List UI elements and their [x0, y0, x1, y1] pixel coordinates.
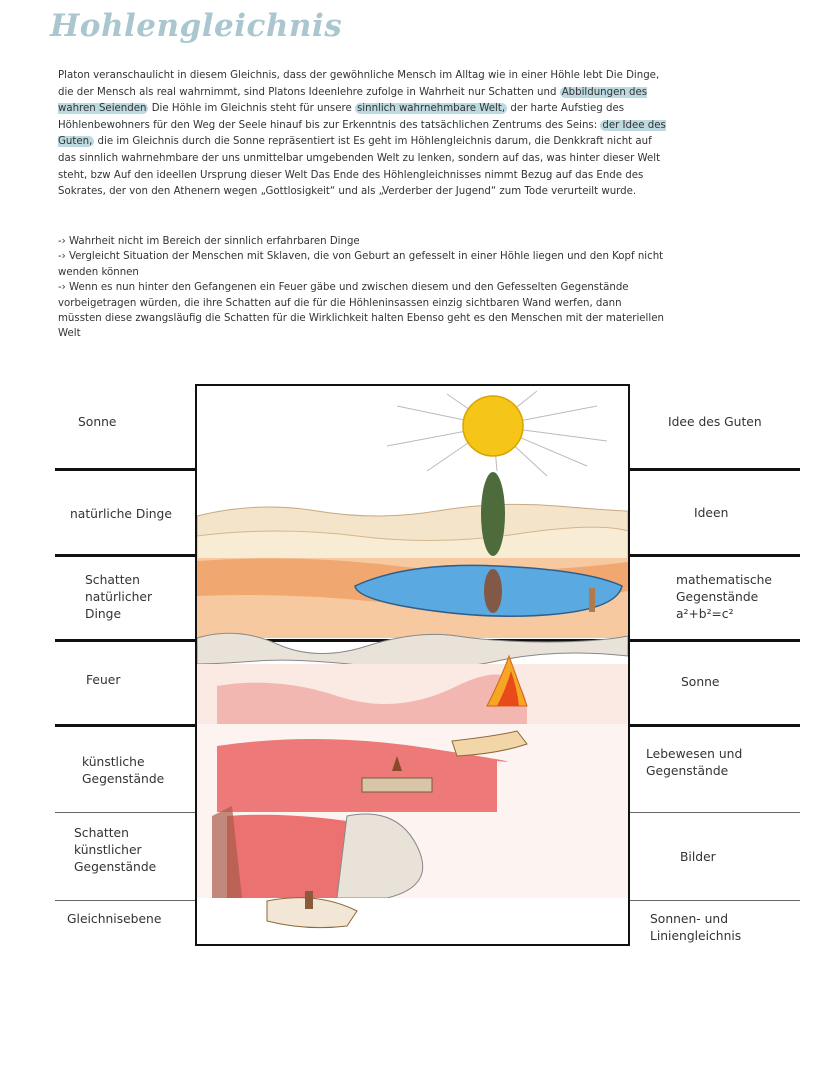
- label-idee-des-guten: Idee des Guten: [668, 415, 762, 429]
- label-schatten-kuenstlich: Schatten künstlicher Gegenstände: [74, 826, 157, 874]
- label-sonne: Sonne: [78, 415, 117, 429]
- note-item: -› Wenn es nun hinter den Gefangenen ein Feuer gäbe und zwischen diesem und den Gefesselten Gegenstände vorbeigetragen würden, die ihre Schatten auf die für die Höhleninsassen einzig sichtbaren Wand werfen, dann müssten diese zwangsläufig die Schatten für die Wirklichkeit halten Ebenso geht es den Menschen mit der materiellen Welt: [58, 282, 664, 340]
- label-feuer: Feuer: [86, 673, 121, 687]
- page-title: Hohlengleichnis: [50, 8, 343, 44]
- row-divider: [630, 900, 800, 901]
- note-item: -› Vergleicht Situation der Menschen mit Sklaven, die von Geburt an gefesselt in einer Höhle liegen und den Kopf nicht wenden können: [58, 251, 664, 278]
- label-ideen: Ideen: [694, 506, 729, 520]
- label-natuerliche-dinge: natürliche Dinge: [70, 507, 172, 521]
- note-item: -› Wahrheit nicht im Bereich der sinnlich erfahrbaren Dinge: [58, 236, 360, 247]
- highlight-sinnlich: sinnlich wahrnehmbare Welt,: [356, 103, 506, 115]
- highlight-abbildungen: Abbildungen des wahren Seienden: [58, 86, 648, 115]
- label-kuenstliche-gegenstaende: künstliche Gegenstände: [82, 755, 165, 786]
- intro-text-3: der harte Aufstieg des Höhlenbewohners für den Weg der Seele hinauf bis zur Erkenntnis des tatsächlichen Zentrums des Seins:: [58, 103, 625, 131]
- label-lebewesen: Lebewesen und Gegenstände: [646, 747, 743, 778]
- label-schatten-natuerlich: Schatten natürlicher Dinge: [85, 573, 153, 621]
- illustration-frame: [195, 384, 630, 946]
- row-divider: [55, 900, 195, 901]
- intro-text-4: die im Gleichnis durch die Sonne repräsentiert ist Es geht im Höhlengleichnis darum, die Denkkraft nicht auf das sinnlich wahrnehmbare der uns unmittelbar umgebenden Welt zu lenken, sondern auf das, was hinter dieser Welt steht, bzw Auf den ideellen Ursprung dieser Welt Das Ende des Höhlengleichnisses nimmt Bezug auf das Ende des Sokrates, der von den Athenern wegen „Gottlosigkeit“ und als „Verderber der Jugend“ zum Tode verurteilt wurde.: [58, 136, 661, 198]
- intro-text-1: Platon veranschaulicht in diesem Gleichnis, dass der gewöhnliche Mensch im Alltag wie in einer Höhle lebt Die Dinge, die der Mensch als real wahrnimmt, sind Platons Ideenlehre zufolge in Wahrheit nur Schatten und: [58, 70, 660, 98]
- highlight-idee: der Idee des Guten,: [58, 119, 666, 148]
- intro-paragraph: [58, 68, 668, 201]
- label-sonnen-liniengleichnis: Sonnen- und Liniengleichnis: [650, 912, 742, 943]
- label-mathematische-gegenstaende: mathematische Gegenstände a²+b²=c²: [676, 573, 772, 621]
- label-sonne-right: Sonne: [681, 675, 720, 689]
- label-bilder: Bilder: [680, 850, 716, 864]
- notes-list: [58, 234, 668, 342]
- intro-text-2: Die Höhle im Gleichnis steht für unsere: [148, 103, 355, 115]
- label-gleichnisebene: Gleichnisebene: [67, 912, 162, 926]
